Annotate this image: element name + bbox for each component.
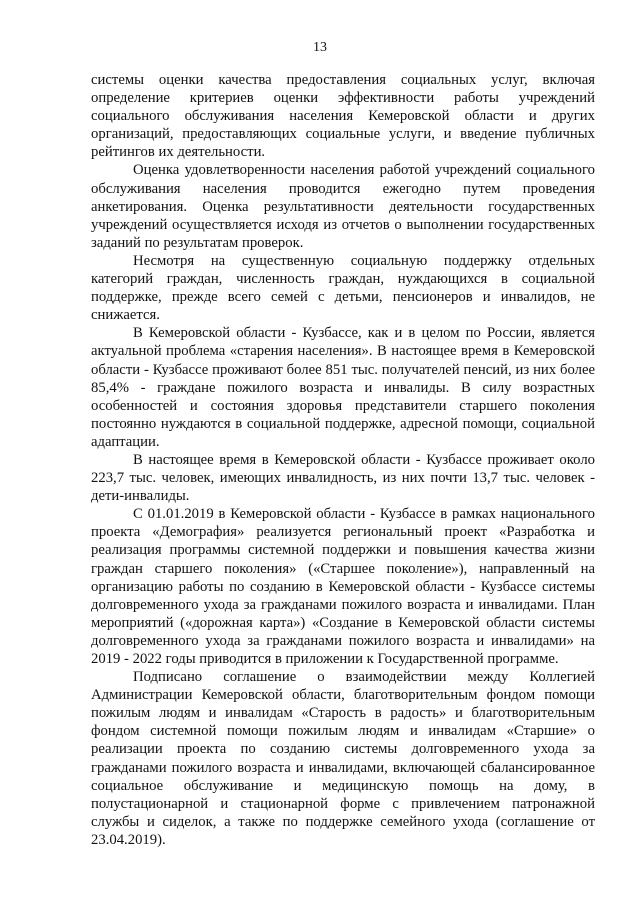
paragraph-population-aging: В Кемеровской области - Кузбассе, как и в целом по России, является актуальной проблема «старения населения». В настоящее время в Кемеровской области - Кузбассе проживают более 851 тыс. получателей пенсий, из них более 85,4% - граждане пожилого возраста и инвалиды. В силу возрастных особенностей и состояния здоровья представители старшего поколения постоянно нуждаются в социальной поддержке, адресной помощи, социальной адаптации. — [91, 325, 595, 450]
paragraph-cooperation-agreement: Подписано соглашение о взаимодействии между Коллегией Администрации Кемеровской области, благотворительным фондом помощи пожилым людям и инвалидам «Старость в радость» и благотворительным фондом системной помощи пожилым людям и инвалидам «Старшие» о реализации проекта по созданию системы долговременного ухода за гражданами пожилого возраста и инвалидами, включающей сбалансированное социальное обслуживание и медицинскую помощь на дому, в полустационарной и стационарной форме с привлечением патронажной службы и сиделок, а также по поддержке семейного ухода (соглашение от 23.04.2019). — [91, 669, 595, 848]
paragraph-demography-project: С 01.01.2019 в Кемеровской области - Кузбассе в рамках национального проекта «Демография» реализуется региональный проект «Разработка и реализация программы системной поддержки и повышения качества жизни граждан старшего поколения» («Старшее поколение»), направленный на организацию работы по созданию в Кемеровской области - Кузбассе системы долговременного ухода за гражданами пожилого возраста и инвалидами. План мероприятий («дорожная карта») «Создание в Кемеровской области системы долговременного ухода за гражданами пожилого возраста и инвалидами» на 2019 - 2022 годы приводится в приложении к Государственной программе. — [91, 506, 595, 667]
page-number: 13 — [313, 40, 327, 55]
paragraph-continuation: системы оценки качества предоставления социальных услуг, включая определение критериев оценки эффективности работы учреждений социального обслуживания населения Кемеровской области и других организаций, предоставляющих социальные услуги, и введение публичных рейтингов их деятельности. — [91, 72, 595, 161]
paragraph-disability-statistics: В настоящее время в Кемеровской области - Кузбассе проживает около 223,7 тыс. человек, имеющих инвалидность, из них почти 13,7 тыс. человек - дети-инвалиды. — [91, 451, 595, 505]
paragraph-satisfaction-assessment: Оценка удовлетворенности населения работой учреждений социального обслуживания населения проводится ежегодно путем проведения анкетирования. Оценка результативности деятельности государственных учреждений осуществляется исходя из отчетов о выполнении государственных заданий по результатам проверок. — [91, 162, 595, 251]
paragraph-social-support: Несмотря на существенную социальную поддержку отдельных категорий граждан, численность граждан, нуждающихся в социальной поддержке, прежде всего семей с детьми, пенсионеров и инвалидов, не снижается. — [91, 252, 595, 324]
document-body — [91, 71, 595, 849]
